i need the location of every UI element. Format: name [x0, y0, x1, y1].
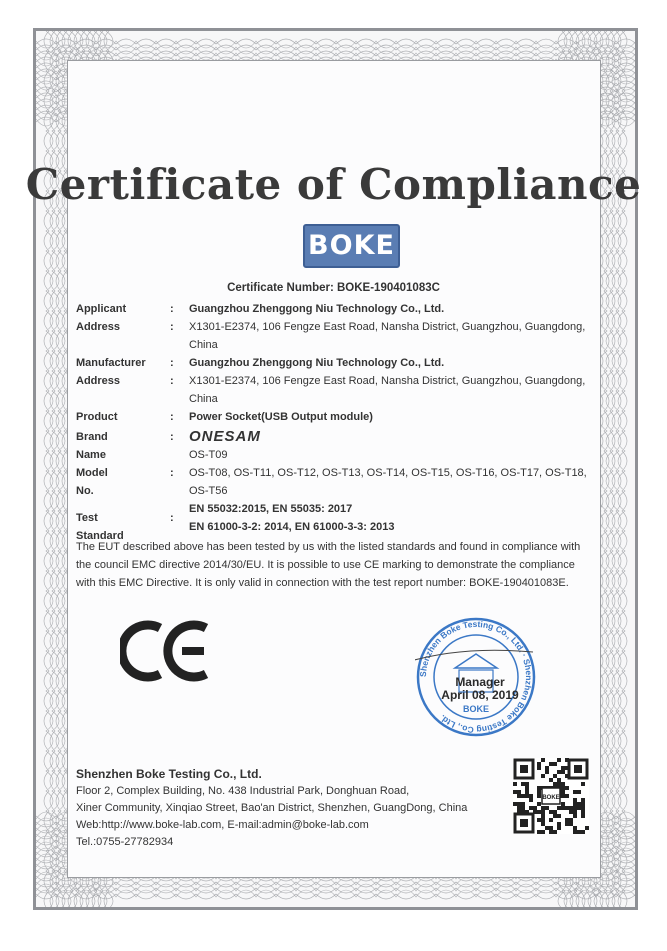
manufacturer-value: Guangzhou Zhenggong Niu Technology Co., Ltd. [189, 357, 445, 369]
applicant-value: Guangzhou Zhenggong Niu Technology Co., Ltd. [189, 303, 445, 315]
manufacturer-label: Manufacturer [76, 357, 146, 369]
model-no-colon: : [170, 467, 174, 479]
footer-address-line2: Xiner Community, Xinqiao Street, Bao'an District, Shenzhen, GuangDong, China [76, 802, 468, 814]
manufacturer-address-colon: : [170, 375, 174, 387]
test-standard-colon: : [170, 512, 174, 524]
product-label: Product [76, 411, 118, 423]
manufacturer-address-label: Address [76, 375, 121, 387]
applicant-colon: : [170, 303, 174, 315]
footer-web-email: Web:http://www.boke-lab.com, E-mail:admin@boke-lab.com [76, 819, 369, 831]
qr-center-logo: BOKE [542, 795, 560, 801]
qr-code [513, 758, 589, 834]
brand-logo-onesam: ONESAM [189, 428, 261, 445]
certificate-number: Certificate Number: BOKE-190401083C [227, 282, 440, 294]
test-standard-line2: EN 61000-3-2: 2014, EN 61000-3-3: 2013 [189, 521, 395, 533]
manager-title: Manager [455, 675, 505, 689]
footer-company-name: Shenzhen Boke Testing Co., Ltd. [76, 767, 262, 781]
brand-name-colon: : [170, 431, 174, 443]
ce-mark-icon [120, 620, 212, 682]
seal-ring-text: Shenzhen Boke Testing Co., Ltd. · Shenzhen Boke Testing Co., Ltd. [417, 618, 535, 736]
certificate-title: Certificate of Compliance [25, 160, 642, 209]
footer-telephone: Tel.:0755-27782934 [76, 836, 174, 848]
test-standard-line1: EN 55032:2015, EN 55035: 2017 [189, 503, 353, 515]
applicant-address-colon: : [170, 321, 174, 333]
applicant-address-label: Address [76, 321, 121, 333]
applicant-label: Applicant [76, 303, 127, 315]
footer-address-line1: Floor 2, Complex Building, No. 438 Industrial Park, Donghuan Road, [76, 785, 410, 797]
compliance-statement: The EUT described above has been tested by us with the listed standards and found in compliance with the council EMC directive 2014/30/EU. It is possible to use CE marking to demonstrate the compliance with this EMC Directive. It is only valid in connection with the test report number: BOKE-190401083E. [76, 541, 581, 589]
test-standard-label: Test Standard [76, 512, 124, 542]
model-no-list: OS-T08, OS-T11, OS-T12, OS-T13, OS-T14, OS-T15, OS-T16, OS-T17, OS-T18, OS-T56 [189, 467, 587, 497]
manufacturer-colon: : [170, 357, 174, 369]
applicant-address-value: X1301-E2374, 106 Fengze East Road, Nansha District, Guangzhou, Guangdong, China [189, 321, 586, 351]
seal-inner-text: BOKE [462, 704, 490, 714]
boke-logo: BOKE [303, 224, 400, 268]
brand-name-label: Brand Name [76, 431, 108, 461]
footer-address-block [76, 766, 467, 851]
product-value: Power Socket(USB Output module) [189, 411, 373, 423]
signature-block [425, 676, 535, 702]
model-no-first: OS-T09 [189, 449, 228, 461]
product-colon: : [170, 411, 174, 423]
model-no-label: Model No. [76, 467, 108, 497]
manufacturer-address-value: X1301-E2374, 106 Fengze East Road, Nansha District, Guangzhou, Guangdong, China [189, 375, 586, 405]
signature-date: April 08, 2019 [441, 688, 519, 702]
